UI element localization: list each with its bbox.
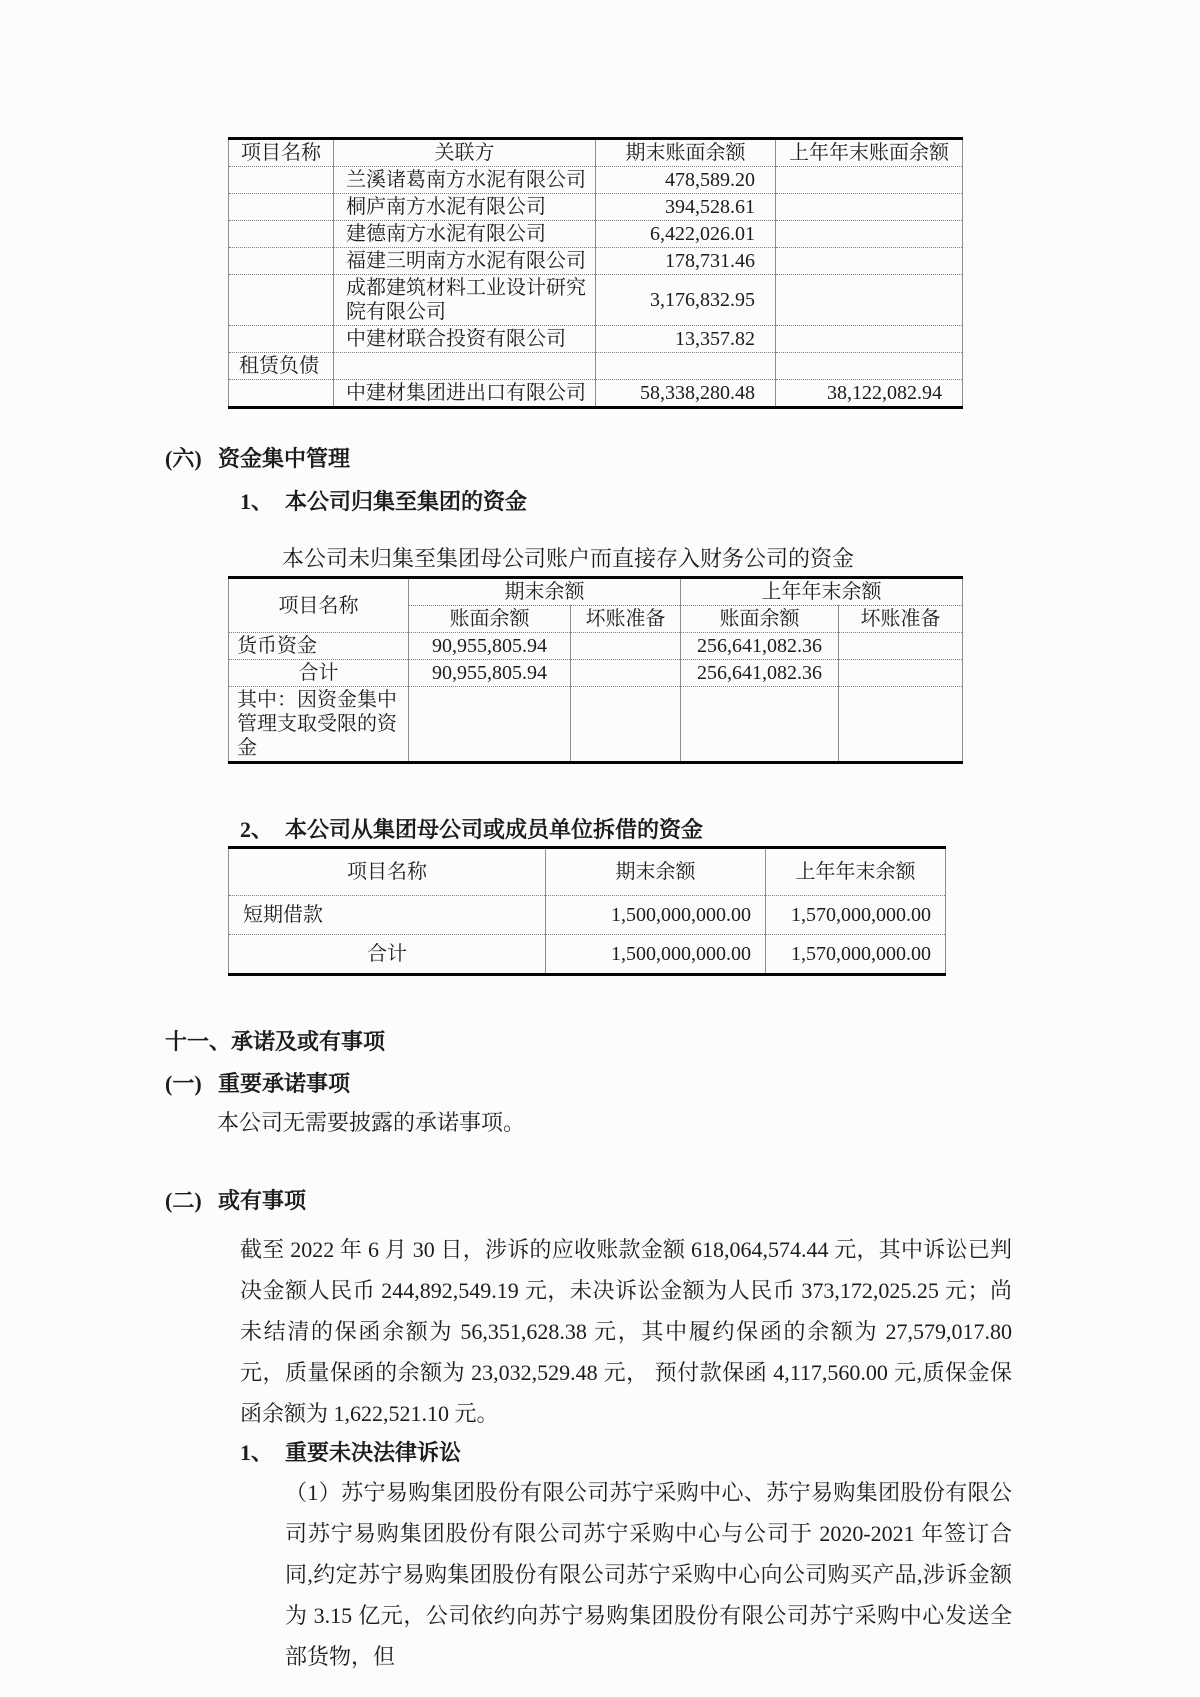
cell-item [229, 248, 334, 275]
table-intro-text: 本公司未归集至集团母公司账户而直接存入财务公司的资金 [282, 546, 855, 571]
cell-item [229, 221, 334, 248]
col-group-ending: 期末余额 [409, 578, 681, 606]
cell-item: 其中：因资金集中管理支取受限的资金 [229, 687, 409, 763]
subsection-number: (二) [165, 1188, 202, 1213]
section-title: 资金集中管理 [218, 446, 351, 471]
cell-ending: 1,500,000,000.00 [546, 896, 766, 935]
cell-item [229, 275, 334, 326]
cell-book [681, 687, 839, 763]
cell-party: 建德南方水泥有限公司 [334, 221, 596, 248]
pending-litigation-heading [240, 1439, 1025, 1467]
subsection-number: 2、 [240, 817, 274, 842]
cell-bad [839, 660, 963, 687]
cell-ending: 1,500,000,000.00 [546, 935, 766, 975]
cell-item [229, 380, 334, 408]
table-row [229, 275, 963, 326]
cell-ending: 478,589.20 [596, 167, 776, 194]
col-header-ending-balance: 期末余额 [546, 848, 766, 896]
col-header-item: 项目名称 [229, 848, 546, 896]
cell-ending: 394,528.61 [596, 194, 776, 221]
table-row [229, 167, 963, 194]
col-header-book-balance: 账面余额 [681, 606, 839, 633]
cell-prior [776, 194, 963, 221]
cell-party: 中建材集团进出口有限公司 [334, 380, 596, 408]
cell-item [229, 326, 334, 353]
table-header-row [229, 139, 963, 167]
borrowed-funds-table [228, 846, 946, 976]
cell-prior: 38,122,082.94 [776, 380, 963, 408]
col-header-prior-year-balance: 上年年末账面余额 [776, 139, 963, 167]
cell-item [229, 167, 334, 194]
cell-prior: 1,570,000,000.00 [766, 896, 946, 935]
col-header-item: 项目名称 [229, 139, 334, 167]
cell-ending: 178,731.46 [596, 248, 776, 275]
cell-prior [776, 221, 963, 248]
table-row-total [229, 935, 946, 975]
cell-prior [776, 275, 963, 326]
subsection-one-heading [165, 1070, 1025, 1098]
table-row [229, 633, 963, 660]
subsection-title: 重要未决法律诉讼 [285, 1440, 462, 1465]
col-group-prior: 上年年末余额 [681, 578, 963, 606]
section-number: 十一、 [165, 1029, 232, 1054]
cell-item: 货币资金 [229, 633, 409, 660]
centralized-funds-table [228, 576, 963, 764]
commitments-statement: 本公司无需要披露的承诺事项。 [217, 1110, 526, 1135]
subsection-number: 1、 [240, 1440, 274, 1465]
cell-prior: 1,570,000,000.00 [766, 935, 946, 975]
subsection-two-heading [165, 1187, 1025, 1215]
cell-book: 256,641,082.36 [681, 660, 839, 687]
cell-book: 90,955,805.94 [409, 660, 571, 687]
section-title: 承诺及或有事项 [231, 1029, 386, 1054]
cell-party: 福建三明南方水泥有限公司 [334, 248, 596, 275]
cell-total-label: 合计 [229, 935, 546, 975]
table-row [229, 896, 946, 935]
table-row [229, 380, 963, 408]
cell-ending: 13,357.82 [596, 326, 776, 353]
cell-bad [571, 660, 681, 687]
section-eleven-heading [165, 1028, 1025, 1056]
cell-bad [839, 633, 963, 660]
cell-prior [776, 167, 963, 194]
col-header-related-party: 关联方 [334, 139, 596, 167]
cell-book: 90,955,805.94 [409, 633, 571, 660]
cell-party: 兰溪诸葛南方水泥有限公司 [334, 167, 596, 194]
litigation-paragraph: （1）苏宁易购集团股份有限公司苏宁采购中心、苏宁易购集团股份有限公司苏宁易购集团股份有限公司苏宁采购中心与公司于 2020-2021 年签订合同,约定苏宁易购集团股份有限公司苏宁采购中心向公司购买产品,涉诉金额为 3.15 亿元，公司依约向苏宁易购集团股份有限公司苏宁采购中心发送全部货物，但 [285, 1480, 1012, 1669]
table-row [229, 353, 963, 380]
related-party-balance-table [228, 137, 963, 409]
col-header-prior-year-balance: 上年年末余额 [766, 848, 946, 896]
table-row [229, 326, 963, 353]
table-header-row [229, 578, 963, 606]
col-header-item: 项目名称 [229, 578, 409, 633]
cell-ending [596, 353, 776, 380]
table-row [229, 248, 963, 275]
table-row-total [229, 660, 963, 687]
col-header-book-balance: 账面余额 [409, 606, 571, 633]
cell-book: 256,641,082.36 [681, 633, 839, 660]
cell-prior [776, 353, 963, 380]
cell-item [229, 194, 334, 221]
table-row [229, 221, 963, 248]
subsection-title: 重要承诺事项 [218, 1071, 351, 1096]
subsection-number: (一) [165, 1071, 202, 1096]
section-number: (六) [165, 446, 202, 471]
subsection-title: 本公司归集至集团的资金 [285, 489, 528, 514]
cell-party: 桐庐南方水泥有限公司 [334, 194, 596, 221]
cell-ending: 58,338,280.48 [596, 380, 776, 408]
section-six-heading [165, 445, 1025, 473]
cell-item: 租赁负债 [229, 353, 334, 380]
cell-ending: 3,176,832.95 [596, 275, 776, 326]
cell-bad [839, 687, 963, 763]
col-header-bad-debt: 坏账准备 [571, 606, 681, 633]
table-row [229, 194, 963, 221]
cell-book [409, 687, 571, 763]
cell-bad [571, 687, 681, 763]
table-header-row [229, 848, 946, 896]
cell-ending: 6,422,026.01 [596, 221, 776, 248]
cell-prior [776, 326, 963, 353]
contingencies-paragraph: 截至 2022 年 6 月 30 日，涉诉的应收账款金额 618,064,574.44 元，其中诉讼已判决金额人民币 244,892,549.19 元，未决诉讼金额为人民币 373,172,025.25 元；尚未结清的保函余额为 56,351,628.38 元，其中履约保函的余额为 27,579,017.80 元，质量保函的余额为 23,032,529.48 元， 预付款保函 4,117,560.00 元,质保金保函余额为 1,622,521.10 元。 [240, 1237, 1012, 1426]
subsection-2-heading [240, 816, 1025, 844]
table-row [229, 687, 963, 763]
col-header-bad-debt: 坏账准备 [839, 606, 963, 633]
cell-item: 短期借款 [229, 896, 546, 935]
subsection-title: 本公司从集团母公司或成员单位拆借的资金 [285, 817, 704, 842]
cell-party: 中建材联合投资有限公司 [334, 326, 596, 353]
page-content [165, 137, 1025, 1677]
subsection-number: 1、 [240, 489, 274, 514]
cell-bad [571, 633, 681, 660]
cell-total-label: 合计 [229, 660, 409, 687]
cell-prior [776, 248, 963, 275]
subsection-1-heading [240, 488, 1025, 516]
cell-party [334, 353, 596, 380]
cell-party: 成都建筑材料工业设计研究院有限公司 [334, 275, 596, 326]
col-header-ending-balance: 期末账面余额 [596, 139, 776, 167]
subsection-title: 或有事项 [218, 1188, 307, 1213]
